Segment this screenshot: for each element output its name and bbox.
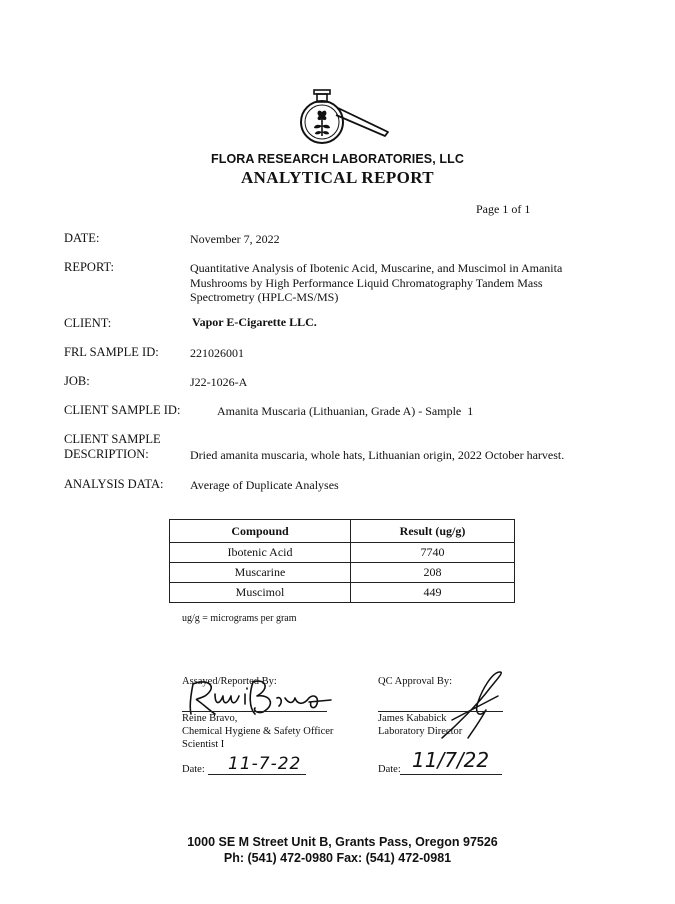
table-header-row (170, 520, 515, 543)
units-note: ug/g = micrograms per gram (182, 613, 297, 624)
compound-cell: Muscarine (170, 563, 351, 583)
column-header-result: Result (ug/g) (351, 520, 515, 543)
reporter-date-label: Date: (182, 764, 205, 775)
qc-title: Laboratory Director (378, 726, 463, 737)
qc-date-label: Date: (378, 764, 401, 775)
client-value: Vapor E-Cigarette LLC. (192, 315, 317, 329)
qc-date-handwritten: 11/7/22 (412, 748, 490, 772)
table-row (170, 543, 515, 563)
qc-approval-heading: QC Approval By: (378, 676, 453, 687)
compound-cell: Ibotenic Acid (170, 543, 351, 563)
flora-logo-icon (300, 88, 395, 156)
reporter-title: Chemical Hygiene & Safety Officer (182, 726, 334, 737)
result-cell: 449 (351, 583, 515, 603)
client-sample-id-label: CLIENT SAMPLE ID: (64, 403, 181, 417)
compound-cell: Muscimol (170, 583, 351, 603)
result-cell: 208 (351, 563, 515, 583)
table-row (170, 563, 515, 583)
reporter-signature-line (182, 711, 327, 712)
report-label: REPORT: (64, 260, 115, 274)
analysis-data-label: ANALYSIS DATA: (64, 477, 164, 491)
reporter-date-handwritten: 11-7-22 (228, 754, 302, 774)
column-header-compound: Compound (170, 520, 351, 543)
job-value: J22-1026-A (190, 375, 248, 389)
company-name: FLORA RESEARCH LABORATORIES, LLC (211, 152, 464, 166)
qc-name: James Kababick (378, 713, 447, 724)
result-cell: 7740 (351, 543, 515, 563)
footer-contact: Ph: (541) 472-0980 Fax: (541) 472-0981 (223, 851, 452, 865)
reporter-position: Scientist I (182, 739, 225, 750)
report-title: ANALYTICAL REPORT (240, 168, 435, 187)
client-sample-description-label-2: DESCRIPTION: (64, 447, 149, 461)
table-row (170, 583, 515, 603)
analysis-data-value: Average of Duplicate Analyses (190, 478, 339, 492)
page-number: Page 1 of 1 (476, 202, 531, 216)
client-label: CLIENT: (64, 316, 112, 330)
qc-signature-line (378, 711, 503, 712)
reporter-date-line (208, 774, 306, 775)
frl-sample-id-label: FRL SAMPLE ID: (64, 345, 159, 359)
assayed-by-heading: Assayed/Reported By: (182, 676, 277, 687)
date-label: DATE: (64, 231, 100, 245)
client-sample-id-value: Amanita Muscaria (Lithuanian, Grade A) - Sample 1 (217, 404, 474, 418)
client-sample-description-label-1: CLIENT SAMPLE (64, 432, 161, 446)
client-sample-description-value: Dried amanita muscaria, whole hats, Lithuanian origin, 2022 October harvest. (190, 448, 565, 462)
footer-address: 1000 SE M Street Unit B, Grants Pass, Oregon 97526 (187, 835, 498, 849)
job-label: JOB: (64, 374, 90, 388)
frl-sample-id-value: 221026001 (190, 346, 244, 360)
reporter-name: Reine Bravo, (182, 713, 238, 724)
results-table (169, 519, 515, 603)
report-value: Quantitative Analysis of Ibotenic Acid, Muscarine, and Muscimol in Amanita Mushrooms by High Performance Liquid Chromatography Tandem Mass Spectrometry (HPLC-MS/MS) (190, 261, 563, 304)
qc-date-line (400, 774, 502, 775)
date-value: November 7, 2022 (190, 232, 280, 246)
